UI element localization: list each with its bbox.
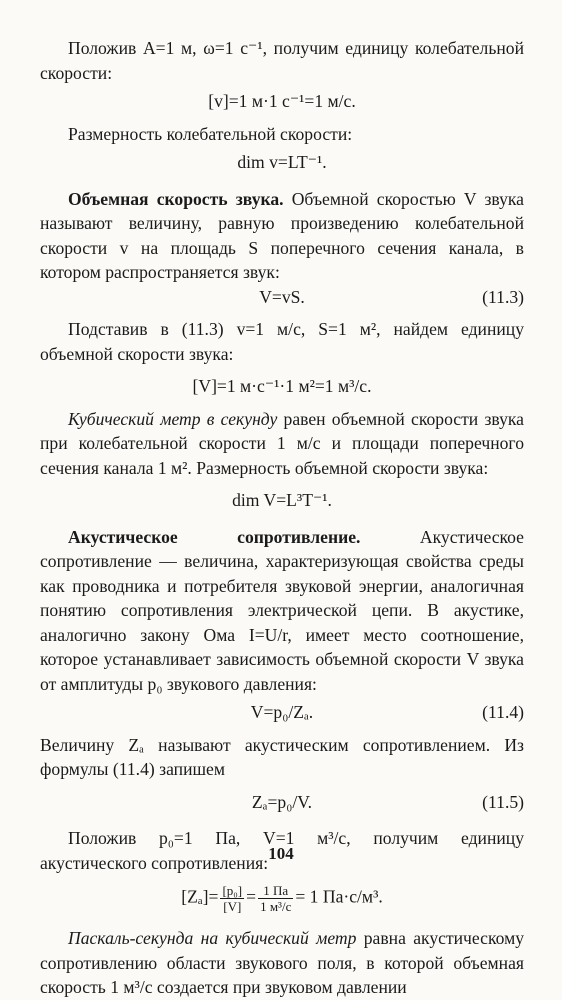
equation-number-11-3: (11.3) [482, 286, 524, 307]
paragraph-unit-velocity-intro: Положив A=1 м, ω=1 с⁻¹, получим единицу колебательной скорости: [40, 38, 524, 83]
fraction-units-denominator: 1 м³/с [260, 899, 292, 914]
equation-dim-velocity: dim v=LT⁻¹. [237, 152, 327, 172]
paragraph-pascal-second [40, 926, 524, 1000]
paragraph-acoustic-impedance [40, 525, 524, 697]
text-acoustic-impedance-definition: Акустическое сопротивление — величина, характеризующая свойства среды как проводника и потребителя звуковой энергии, аналогичная понятию сопротивления электрической цепи. В акустике, аналогично закону Ома I=U/r, имеет место соотношение, которое устанавливает зависимость объемной скорости V звука от амплитуды p₀ звукового давления: [40, 526, 524, 694]
formula-acoustic-rhs: = 1 Па·с/м³. [295, 886, 383, 907]
equation-unit-velocity: [v]=1 м·1 с⁻¹=1 м/с. [208, 91, 356, 111]
equation-unit-volume: [V]=1 м·с⁻¹·1 м²=1 м³/с. [192, 376, 372, 396]
text-cubic-meter-definition: равен объемной скорости звука при колебательной скорости 1 м/с и площади поперечного сечения канала 1 м². Размерность объемной скорости звука: [40, 408, 524, 478]
fraction-dimension-numerator: [p₀] [222, 883, 243, 898]
paragraph-acoustic-impedance-name: Величину Zₐ называют акустическим сопротивлением. Из формулы (11.4) запишем [40, 734, 524, 779]
heading-volume-velocity: Объемная скорость звука. [68, 188, 284, 209]
formula-acoustic-lhs: [Zₐ]= [181, 886, 219, 907]
equation-11-3 [40, 285, 524, 310]
fraction-dimension-denominator: [V] [223, 899, 242, 914]
formula-equals-sign: = [246, 886, 257, 907]
equation-11-4 [40, 700, 524, 725]
paragraph-velocity-dimension: Размерность колебательной скорости: [68, 123, 353, 144]
equation-number-11-4: (11.4) [482, 702, 524, 722]
equation-unit-acoustic [40, 883, 524, 914]
heading-acoustic-impedance: Акустическое сопротивление. [68, 526, 361, 547]
formula-11-5: Zₐ=p₀/V. [251, 791, 313, 812]
fraction-dimension [220, 883, 244, 914]
equation-dim-volume: dim V=L³T⁻¹. [232, 490, 332, 510]
page-number: 104 [268, 844, 294, 863]
fraction-units [258, 883, 293, 914]
fraction-units-numerator: 1 Па [258, 883, 293, 899]
paragraph-volume-velocity [40, 187, 524, 285]
equation-11-5 [40, 790, 524, 815]
term-cubic-meter-per-second: Кубический метр в секунду [68, 408, 278, 429]
formula-11-3: V=vS. [259, 286, 305, 307]
text-volume-velocity-definition: Объемной скоростью V звука называют величину, равную произведению колебательной скорости v на площадь S поперечного сечения канала, в котором распространяется звук: [40, 188, 524, 282]
formula-11-4: V=p₀/Zₐ. [250, 702, 314, 722]
term-pascal-second-per-cubic-meter: Паскаль-секунда на кубический метр [68, 928, 357, 948]
paragraph-unit-acoustic-intro: Положив p₀=1 Па, V=1 м³/с, получим единицу акустического сопротивления: [40, 828, 524, 873]
equation-number-11-5: (11.5) [482, 791, 524, 812]
paragraph-cubic-meter-per-second [40, 407, 524, 481]
paragraph-substitute-11-3: Подставив в (11.3) v=1 м/с, S=1 м², найдем единицу объемной скорости звука: [40, 319, 524, 364]
text-pascal-second-definition: равна акустическому сопротивлению области звукового поля, в которой объемная скорость 1 м³/с создается при звуковом давлении [40, 928, 524, 997]
